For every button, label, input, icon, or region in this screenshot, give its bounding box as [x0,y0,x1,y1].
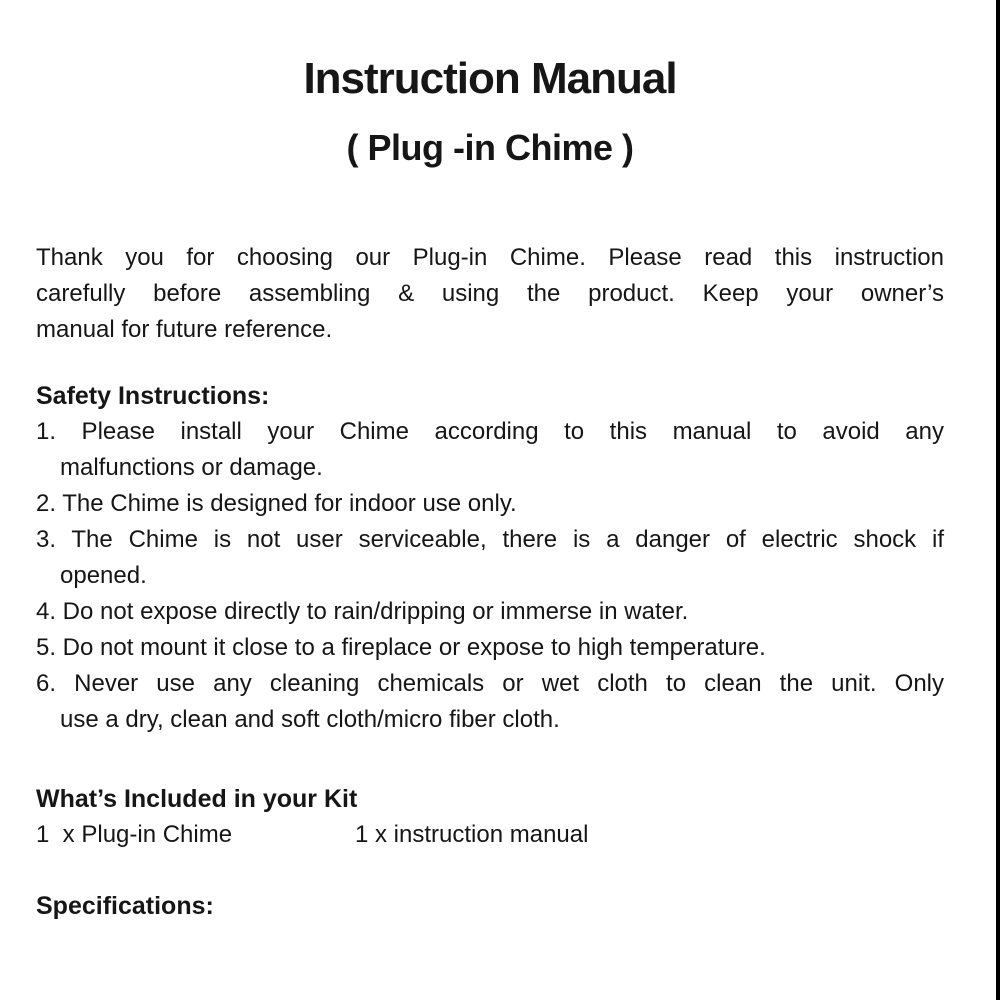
kit-item-chime: 1 x Plug-in Chime [36,821,233,848]
safety-item-1-line: 1. Please install your Chime according to this manual to avoid any [36,418,944,445]
safety-item-4-line: 4. Do not expose directly to rain/dripping or immerse in water. [36,598,689,625]
safety-instructions-list [36,414,944,738]
page-title: Instruction Manual [303,54,677,103]
safety-item-3-line: opened. [60,562,147,589]
specifications-heading: Specifications: [36,892,214,920]
scan-edge-line [996,0,1000,1000]
intro-line: manual for future reference. [36,316,333,343]
kit-heading: What’s Included in your Kit [36,785,358,813]
safety-item-6-line: use a dry, clean and soft cloth/micro fiber cloth. [60,706,560,733]
safety-item-3-line: 3. The Chime is not user serviceable, there is a danger of electric shock if [36,526,944,553]
safety-item-6-line: 6. Never use any cleaning chemicals or wet cloth to clean the unit. Only [36,670,944,697]
intro-line: Thank you for choosing our Plug-in Chime. Please read this instruction [36,244,944,271]
safety-item-2-line: 2. The Chime is designed for indoor use only. [36,490,517,517]
safety-item-1-line: malfunctions or damage. [60,454,323,481]
intro-paragraph [36,240,944,348]
safety-instructions-heading: Safety Instructions: [36,382,270,410]
kit-items-row [36,817,944,853]
page-subtitle: ( Plug -in Chime ) [346,127,634,168]
kit-item-manual: 1 x instruction manual [355,821,589,848]
safety-item-5-line: 5. Do not mount it close to a fireplace or expose to high temperature. [36,634,766,661]
intro-line: carefully before assembling & using the product. Keep your owner’s [36,280,944,307]
page-content [36,0,944,924]
